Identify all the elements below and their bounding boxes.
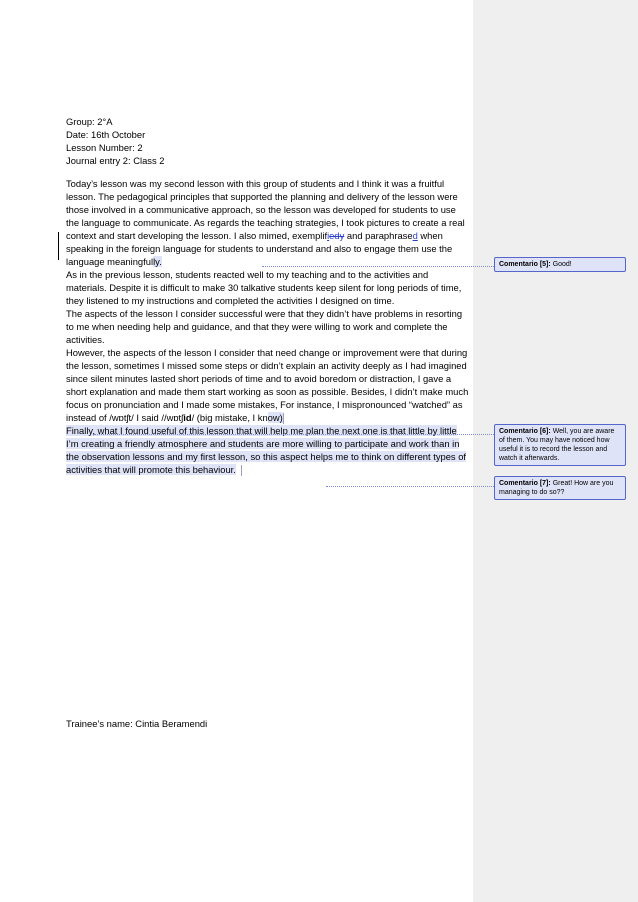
- lesson-number-line: Lesson Number: 2: [66, 142, 143, 153]
- paragraph-1: [66, 177, 470, 268]
- comment-text: Well, you are aware of them. You may have noticed how useful it is to record the lesson and watch it afterwards.: [499, 428, 615, 462]
- paragraph-2: As in the previous lesson, students reacted well to my teaching and to the activities and materials. Despite it is difficult to make 30 talkative students keep silent for long periods of time, they listened to my instructions and completed the activities I designed on time.: [66, 269, 462, 306]
- comment-balloon-5[interactable]: [494, 257, 626, 272]
- document-body: [66, 115, 470, 476]
- inserted-text[interactable]: d: [412, 230, 418, 241]
- paragraph-4-text: However, the aspects of the lesson I consider that need change or improvement were that during the lesson, sometimes I missed some steps or didn’t explain an activity deeply as I had imagined since silent minutes lasted short periods of time and to avoid boredom or distraction, I gave a short explanation and made them start working as soon as possible. Besides, I didn’t make much focus on pronunciation and I made some mistakes, For instance, I mispronounced “watched” as instead of /wɒtʃt/ I said //wɒtʃ: [66, 347, 469, 423]
- comment-anchor-5[interactable]: ly.: [153, 256, 162, 267]
- comment-balloon-7[interactable]: [494, 476, 626, 500]
- date-line: Date: 16th October: [66, 129, 146, 140]
- deleted-text[interactable]: y: [339, 230, 345, 241]
- comment-marker: [241, 465, 243, 476]
- change-bar: [58, 232, 59, 260]
- paragraph-1-text: Today’s lesson was my second lesson with this group of students and I think it was a fruitful lesson. The pedagogical principles that supported the planning and delivery of the lesson were those involved in a communicative approach, so the lesson was developed for students to use the language to communicate. As regards the teaching strategies, I took pictures to create a real context and start developing the lesson. I also mimed, exemplif: [66, 178, 465, 241]
- comment-anchor-7[interactable]: Finally, what I found useful of this lesson that will help me plan the next one is that little by little I’m creating a friendly atmosphere and students are more willing to participate and work than in the observation lessons and my first lesson, so this aspect helps me to think on different types of activities that will promote this behaviour.: [66, 425, 467, 476]
- comment-connector: [94, 434, 494, 435]
- comment-label: Comentario [6]:: [499, 428, 551, 435]
- comment-label: Comentario [7]:: [499, 480, 551, 487]
- deleted-text[interactable]: ed: [329, 230, 340, 241]
- paragraph-4-text: / (big mistake, I kn: [191, 412, 268, 423]
- group-line: Group: 2°A: [66, 116, 113, 127]
- comment-balloon-6[interactable]: [494, 424, 626, 466]
- comment-marker: [283, 413, 285, 424]
- trainee-name: Trainee’s name: Cintia Beramendi: [66, 718, 208, 729]
- comment-label: Comentario [5]:: [499, 261, 551, 268]
- bold-text: id: [183, 412, 192, 423]
- paragraph-1-text: and paraphrase: [344, 230, 413, 241]
- inserted-text[interactable]: i: [327, 230, 330, 241]
- paragraph-3: The aspects of the lesson I consider successful were that they didn’t have problems in resorting to me when needing help and guidance, and that they were willing to work and complete the activities.: [66, 308, 463, 345]
- comment-connector: [262, 266, 494, 267]
- paragraph-4: [66, 346, 470, 424]
- journal-entry-line: Journal entry 2: Class 2: [66, 155, 165, 166]
- comment-text: Good!: [552, 261, 572, 268]
- comment-text: Great! How are you managing to do so??: [499, 480, 614, 496]
- comment-anchor-6[interactable]: ow): [267, 412, 283, 423]
- paragraph-5: [66, 424, 470, 476]
- paragraph-1-text: when speaking in the foreign language for students to understand and also to engage them use the language meaningful: [66, 230, 453, 267]
- comment-connector: [326, 486, 494, 487]
